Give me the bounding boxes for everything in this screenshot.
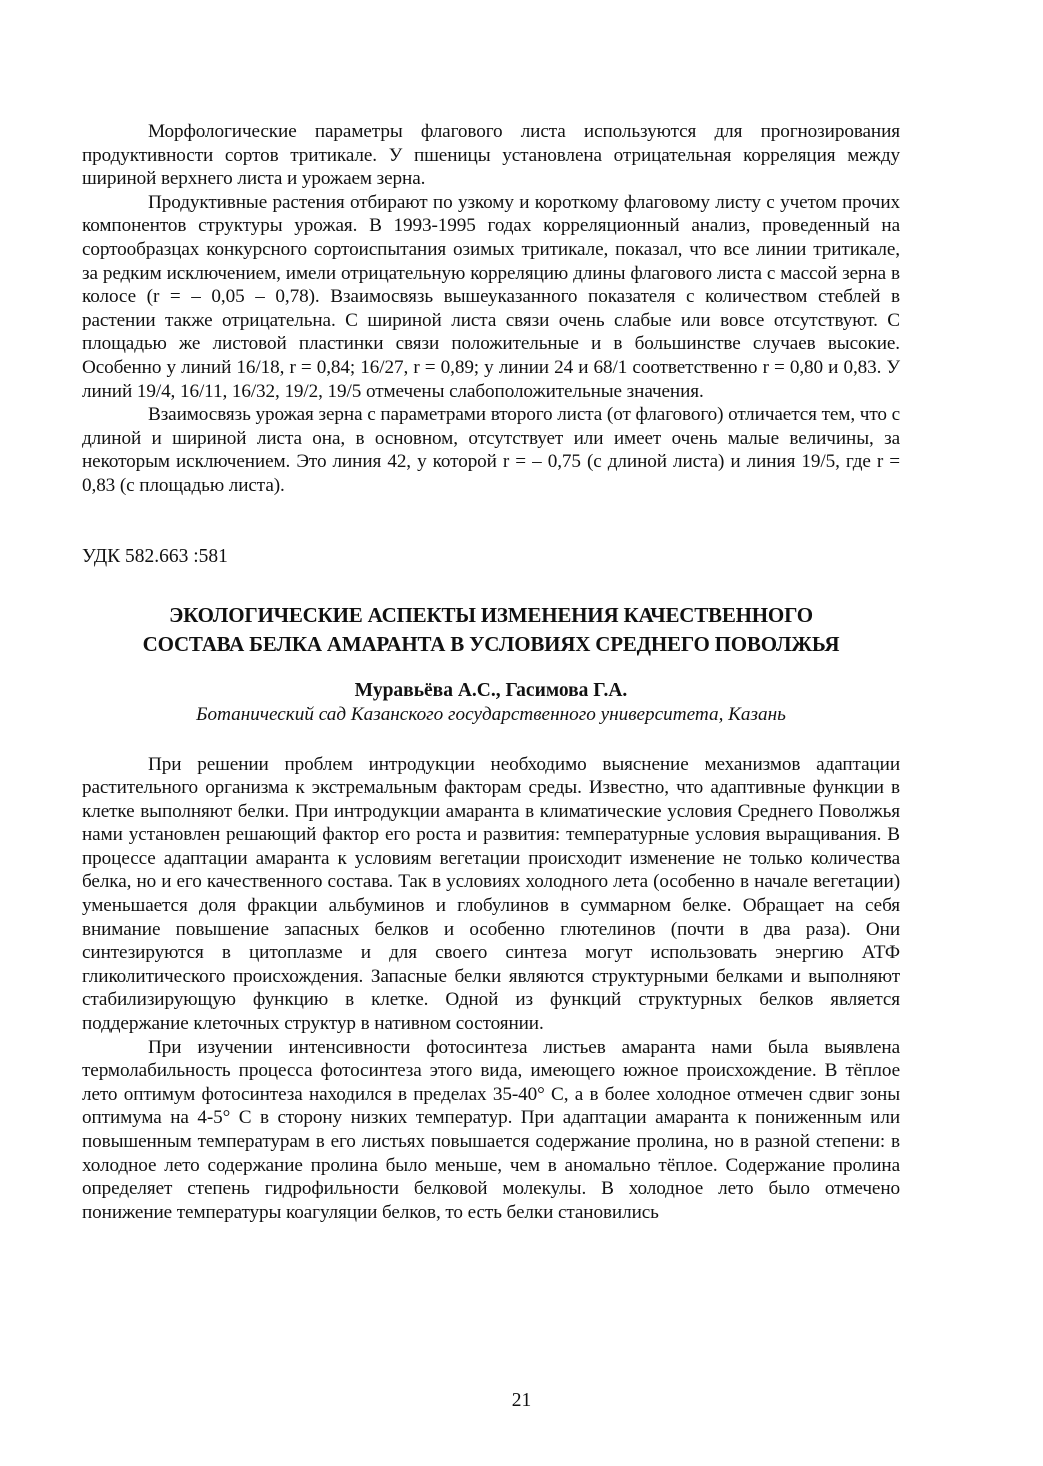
section-spacer (82, 498, 900, 545)
article-body (82, 753, 900, 1225)
article-authors: Муравьёва А.С., Гасимова Г.А. (354, 679, 628, 701)
page-number: 21 (511, 1390, 532, 1411)
intro-paragraph-1: Морфологические параметры флагового листа используются для прогнозирования продуктивности сортов тритикале. У пшеницы установлена отрицательная корреляция между шириной верхнего листа и урожаем зерна. (82, 121, 900, 190)
article-title-line-2: СОСТАВА БЕЛКА АМАРАНТА В УСЛОВИЯХ СРЕДНЕГО ПОВОЛЖЬЯ (142, 631, 840, 656)
article-title (82, 601, 900, 659)
article-title-line-1: ЭКОЛОГИЧЕСКИЕ АСПЕКТЫ ИЗМЕНЕНИЯ КАЧЕСТВЕННОГО (169, 602, 813, 627)
intro-paragraph-2: Продуктивные растения отбирают по узкому и короткому флаговому листу с учетом прочих компонентов структуры урожая. В 1993-1995 годах корреляционный анализ, проведенный на сортообразцах конкурсного сортоиспытания озимых тритикале, показал, что все линии тритикале, за редким исключением, имели отрицательную корреляцию длины флагового листа с массой зерна в колосе (r = – 0,05 – 0,78). Взаимосвязь вышеуказанного показателя с количеством стеблей в растении также отрицательна. С шириной листа связи очень слабые или вовсе отсутствуют. С площадью же листовой пластинки связи положительные и в большинстве случаев высокие. Особенно у линий 16/18, r = 0,84; 16/27, r = 0,89; у линии 24 и 68/1 соответственно r = 0,80 и 0,83. У линий 19/4, 16/11, 16/32, 19/2, 19/5 отмечены слабоположительные значения. (82, 191, 900, 402)
page-body (82, 120, 900, 1224)
article-affiliation: Ботанический сад Казанского государственного университета, Казань (196, 703, 786, 725)
article-paragraph-1: При решении проблем интродукции необходимо выяснение механизмов адаптации растительного организма к экстремальным факторам среды. Известно, что адаптивные функции в клетке выполняют белки. При интродукции амаранта в климатические условия Среднего Поволжья нами установлен решающий фактор его роста и развития: температурные условия выращивания. В процессе адаптации амаранта к условиям вегетации происходит изменение не только количества белка, но и его качественного состава. Так в условиях холодного лета (особенно в начале вегетации) уменьшается доля фракции альбуминов и глобулинов в суммарном белке. Обращает на себя внимание повышение запасных белков и особенно глютелинов (почти в два раза). Они синтезируются в цитоплазме и для своего синтеза могут использовать энергию АТФ гликолитического происхождения. Запасные белки являются структурными белками и выполняют стабилизирующую функцию в клетке. Одной из функций структурных белков является поддержание клеточных структур в нативном состоянии. (82, 753, 900, 1035)
intro-paragraph-3: Взаимосвязь урожая зерна с параметрами второго листа (от флагового) отличается тем, что с длиной и шириной листа она, в основном, отсутствует или имеет очень малые величины, за некоторым исключением. Это линия 42, у которой r = – 0,75 (с длиной листа) и линия 19/5, где r = 0,83 (с площадью листа). (82, 404, 900, 496)
udk-code: УДК 582.663 :581 (82, 545, 228, 567)
article-paragraph-2: При изучении интенсивности фотосинтеза листьев амаранта нами была выявлена термолабильность процесса фотосинтеза этого вида, имеющего южное происхождение. В тёплое лето оптимум фотосинтеза находился в пределах 35-40° С, а в более холодное отмечен сдвиг зоны оптимума на 4-5° С в сторону низких температур. При адаптации амаранта к пониженным или повышенным температурам в его листьях повышается содержание пролина, но в разной степени: в холодное лето содержание пролина было меньше, чем в аномально тёплое. Содержание пролина определяет степень гидрофильности белковой молекулы. В холодное лето было отмечено понижение температуры коагуляции белков, то есть белки становились (82, 1036, 900, 1223)
